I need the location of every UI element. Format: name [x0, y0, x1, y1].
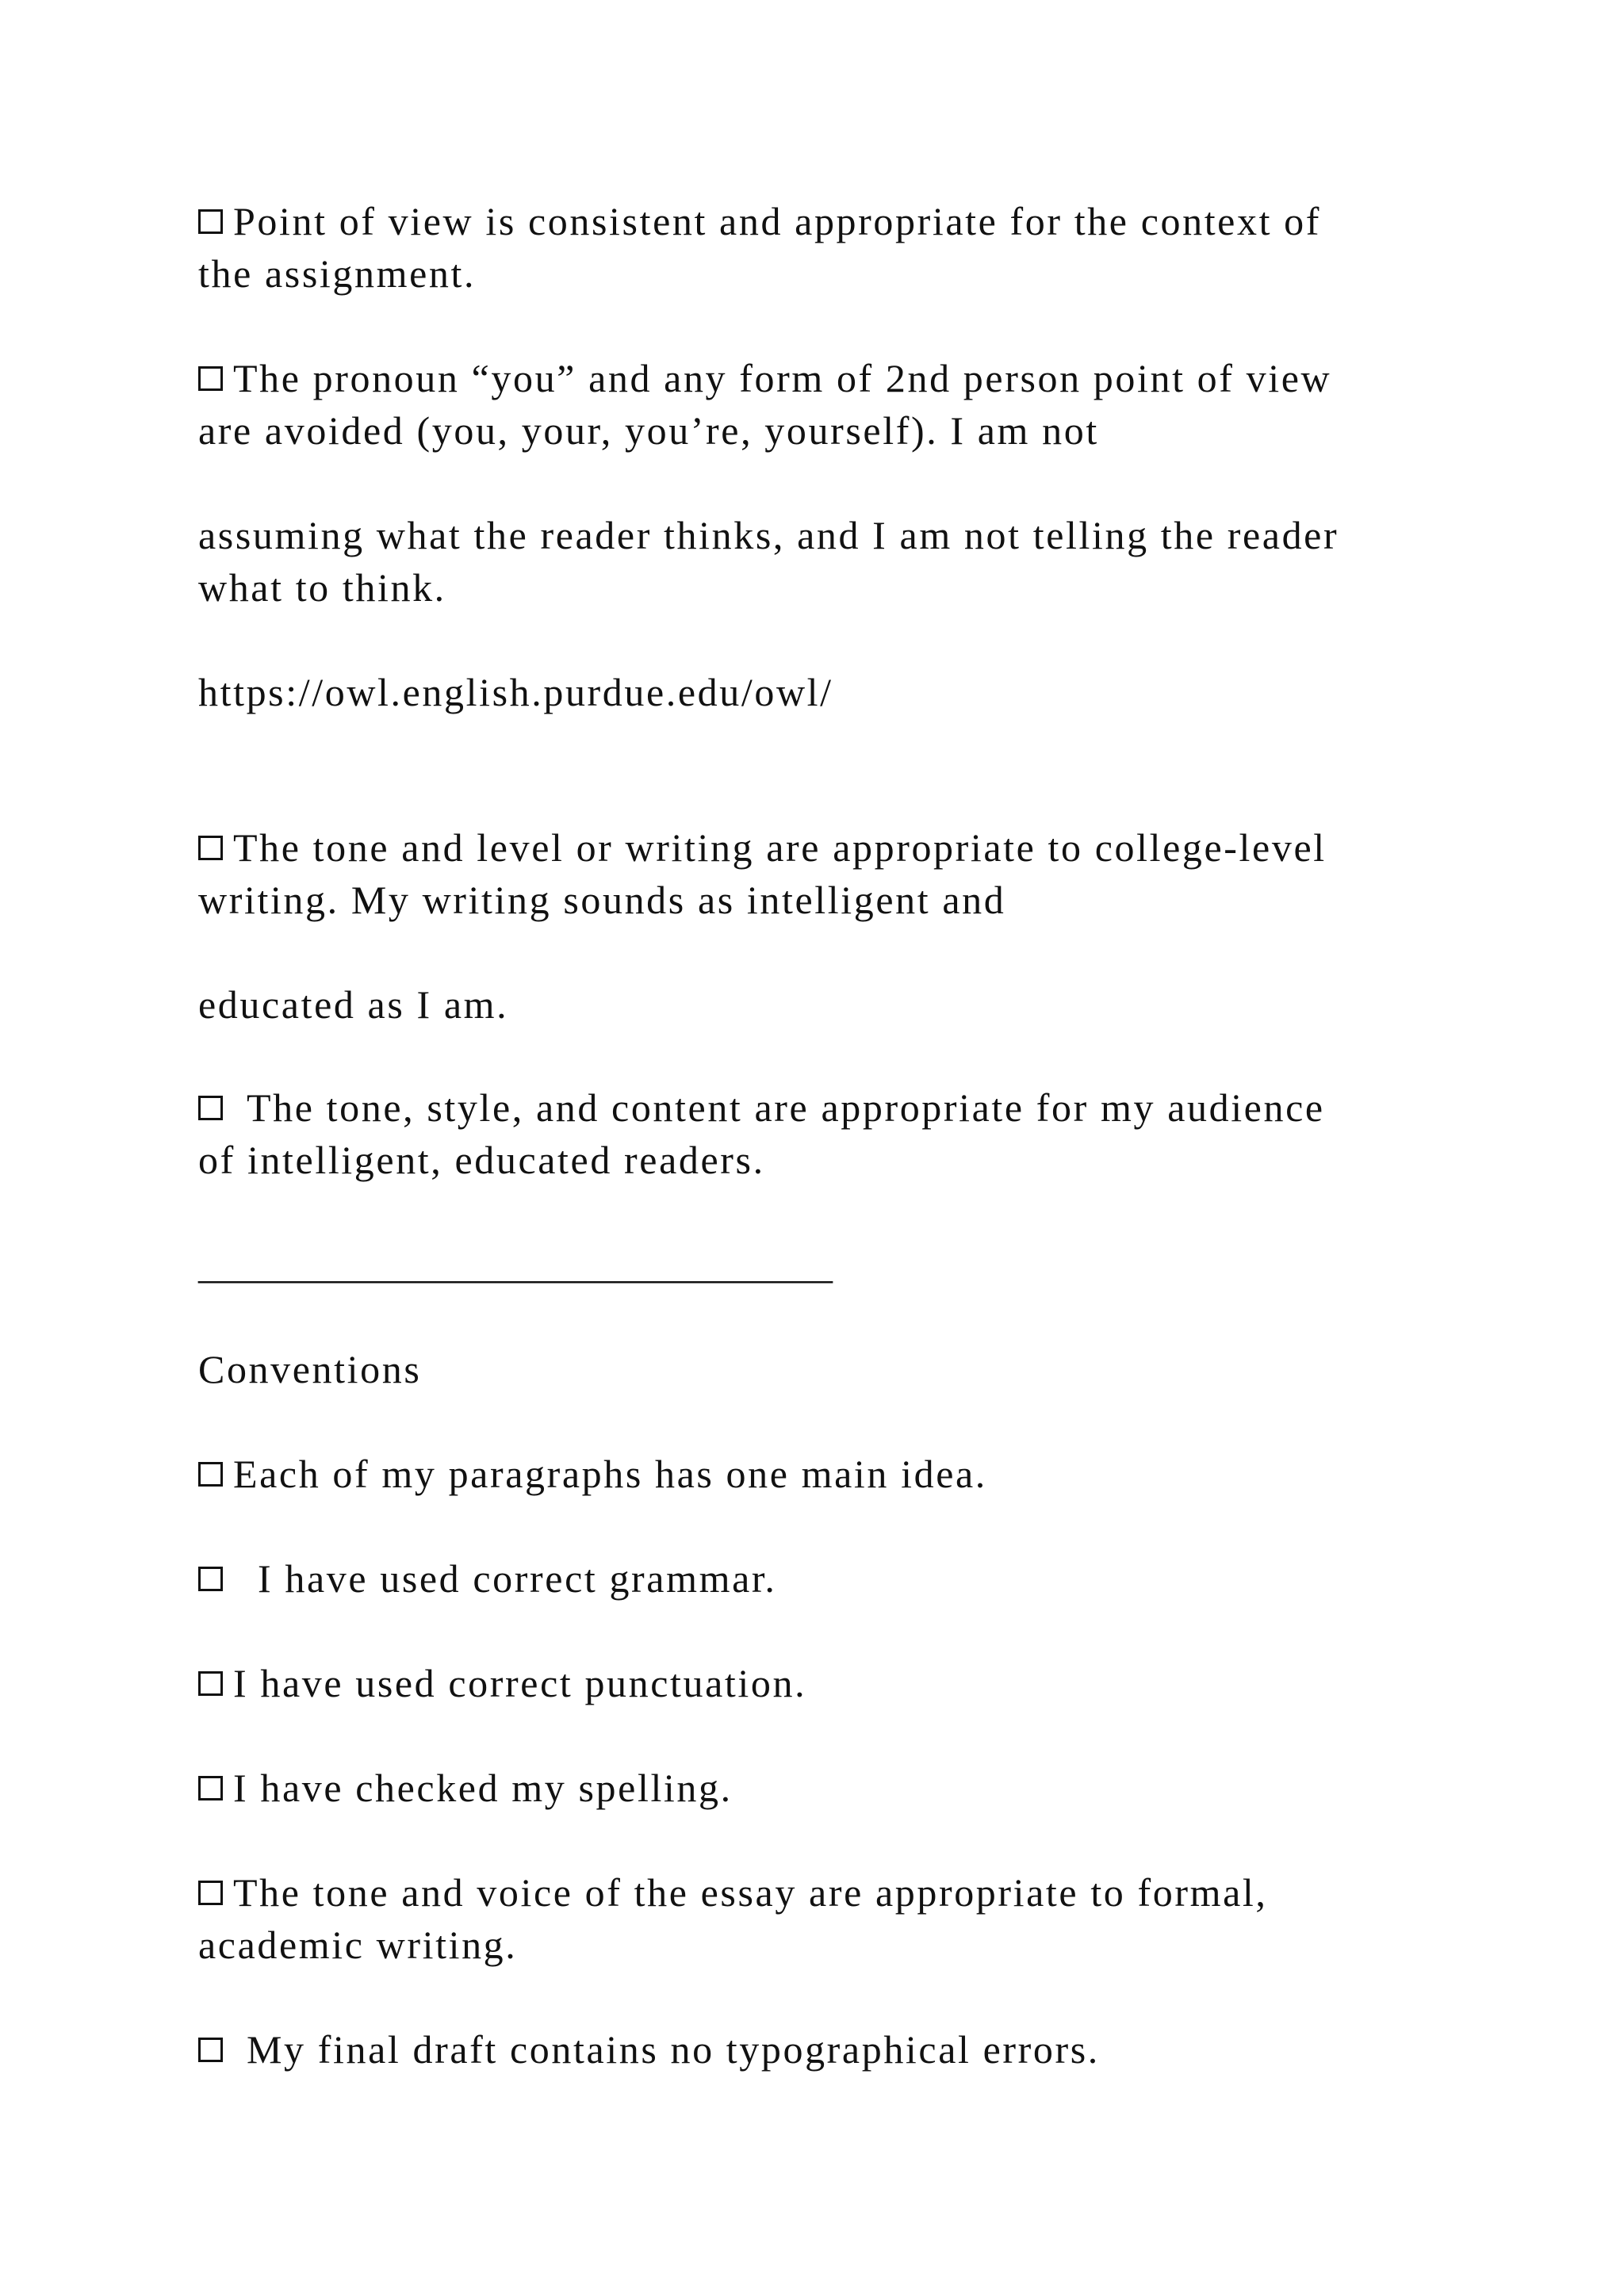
- item-text-line: The tone, style, and content are appropriate for my audience: [247, 1085, 1325, 1130]
- item-text-line: writing. My writing sounds as intelligent and: [198, 878, 1006, 922]
- checkbox-icon[interactable]: [198, 836, 223, 860]
- checklist-item-spelling: [198, 1762, 1435, 1814]
- item-text-line: academic writing.: [198, 1923, 518, 1967]
- item-text-line: I have used correct punctuation.: [233, 1661, 807, 1705]
- paragraph-educated: [198, 978, 1435, 1031]
- item-text-line: the assignment.: [198, 251, 477, 296]
- item-text-line: The tone and voice of the essay are appropriate to formal,: [233, 1870, 1268, 1915]
- item-text-line: The tone and level or writing are appropriate to college-level: [233, 825, 1327, 870]
- checkbox-icon[interactable]: [198, 1881, 223, 1905]
- item-text-line: Each of my paragraphs has one main idea.: [233, 1452, 987, 1496]
- checkbox-icon[interactable]: [198, 1462, 223, 1487]
- section-heading: Conventions: [198, 1347, 422, 1391]
- reference-link: [198, 666, 1435, 718]
- item-text-line: of intelligent, educated readers.: [198, 1138, 765, 1182]
- checkbox-icon[interactable]: [198, 366, 223, 391]
- reference-url[interactable]: https://owl.english.purdue.edu/owl/: [198, 670, 833, 714]
- checkbox-icon[interactable]: [198, 1671, 223, 1696]
- item-text-line: Point of view is consistent and appropriate for the context of: [233, 199, 1322, 243]
- item-text-line: what to think.: [198, 565, 446, 610]
- checkbox-icon[interactable]: [198, 1096, 223, 1120]
- item-text-line: are avoided (you, your, you’re, yourself). I am not: [198, 408, 1099, 453]
- checklist-item-punctuation: [198, 1657, 1435, 1709]
- section-heading-conventions: [198, 1343, 1435, 1395]
- checklist-item-second-person: [198, 352, 1435, 457]
- checklist-item-typos: [198, 2023, 1435, 2076]
- checkbox-icon[interactable]: [198, 1776, 223, 1800]
- item-text-line: I have used correct grammar.: [258, 1556, 777, 1601]
- checklist-item-point-of-view: [198, 195, 1435, 300]
- checklist-item-tone-voice: [198, 1866, 1435, 1971]
- item-text-line: I have checked my spelling.: [233, 1766, 733, 1810]
- paragraph-assuming-reader: [198, 509, 1435, 614]
- checklist-item-main-idea: [198, 1448, 1435, 1500]
- checklist-item-tone-level: [198, 821, 1435, 926]
- checklist-item-audience: [198, 1081, 1435, 1186]
- checkbox-icon[interactable]: [198, 1567, 223, 1591]
- checkbox-icon[interactable]: [198, 2038, 223, 2062]
- separator-rule: [198, 1238, 1435, 1291]
- separator-text: ________________________________: [198, 1242, 833, 1287]
- checklist-item-grammar: [198, 1552, 1435, 1605]
- item-text-line: educated as I am.: [198, 982, 509, 1027]
- checkbox-icon[interactable]: [198, 209, 223, 234]
- item-text-line: The pronoun “you” and any form of 2nd person point of view: [233, 356, 1332, 400]
- item-text-line: assuming what the reader thinks, and I am not telling the reader: [198, 513, 1339, 557]
- item-text-line: My final draft contains no typographical errors.: [247, 2027, 1100, 2072]
